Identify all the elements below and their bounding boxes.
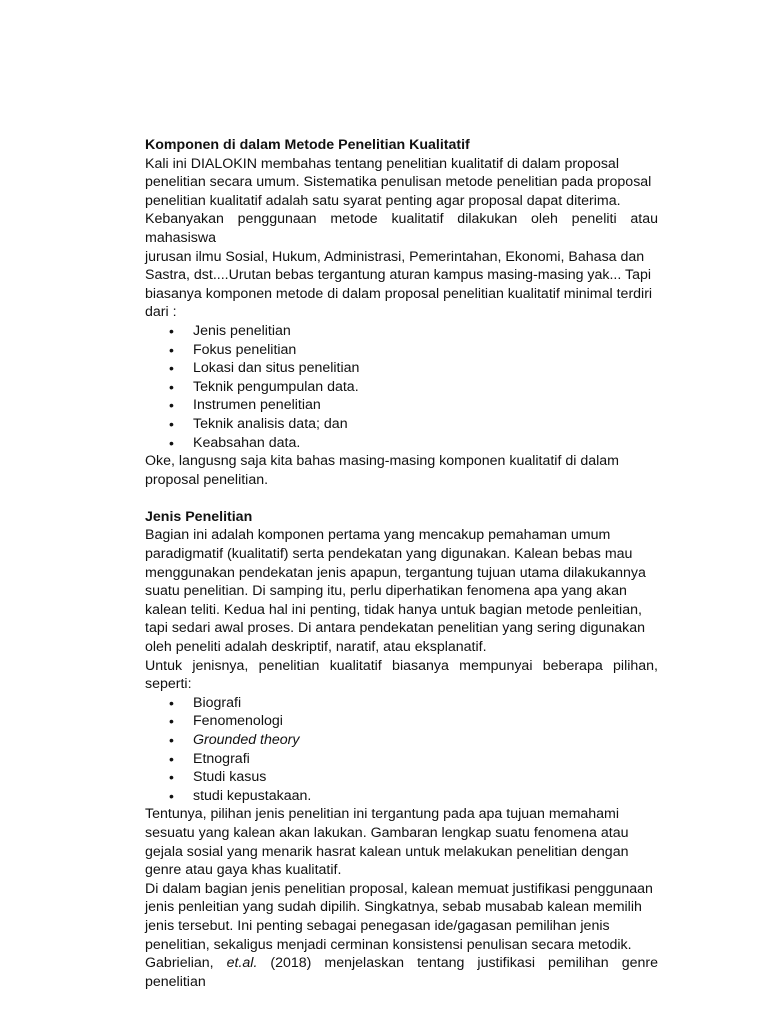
paragraph-line: genre atau gaya khas kualitatif. [145,862,342,879]
types-list [145,694,658,806]
paragraph-line [145,954,658,991]
outro-line: proposal penelitian. [145,471,269,488]
paragraph-line: jenis penleitian yang sudah dipilih. Singkatnya, sebab musabab kalean memilih [145,899,642,916]
section-heading-komponen: Komponen di dalam Metode Penelitian Kualitatif [145,137,470,153]
paragraph-line: sesuatu yang kalean akan lakukan. Gambaran lengkap suatu fenomena atau [145,824,629,841]
citation-etal: et.al. [226,955,258,972]
list-item: • Fenomenologi [145,712,658,731]
intro-line: penelitian kualitatif adalah satu syarat penting agar proposal dapat diterima. [145,192,621,209]
list-item: • Etnografi [145,750,658,769]
list-item: • Lokasi dan situs penelitian [145,359,658,378]
section-heading-jenis-penelitian: Jenis Penelitian [145,508,253,525]
paragraph-line: suatu penelitian. Di samping itu, perlu diperhatikan fenomena apa yang akan [145,583,627,600]
paragraph-line: tapi sedari awal proses. Di antara pendekatan penelitian yang sering digunakan [145,620,646,637]
intro-line: penelitian secara umum. Sistematika penulisan metode penelitian pada proposal [145,174,652,191]
list-item: • studi kepustakaan. [145,787,658,806]
list-item: • Teknik pengumpulan data. [145,378,658,397]
list-item: • Teknik analisis data; dan [145,415,658,434]
intro-line: Sastra, dst....Urutan bebas tergantung aturan kampus masing-masing yak... Tapi [145,267,652,284]
intro-line: Kebanyakan penggunaan metode kualitatif dilakukan oleh peneliti atau mahasiswa [145,211,658,246]
paragraph-line: Di dalam bagian jenis penelitian proposal, kalean memuat justifikasi penggunaan [145,880,653,897]
citation-author: Gabrielian, [145,955,227,972]
paragraph-line: Untuk jenisnya, penelitian kualitatif biasanya mempunyai beberapa pilihan, seperti: [145,657,658,693]
list-item: • Instrumen penelitian [145,396,658,415]
intro-line: Kali ini DIALOKIN membahas tentang penelitian kualitatif di dalam proposal [145,155,619,172]
paragraph-line: jenis tersebut. Ini penting sebagai penegasan ide/gagasan pemilihan jenis [145,917,610,934]
list-item: • Studi kasus [145,768,658,787]
list-item: • Biografi [145,694,658,713]
outro-line: Oke, langusng saja kita bahas masing-masing komponen kualitatif di dalam [145,453,619,470]
paragraph-line: kalean teliti. Kedua hal ini penting, tidak hanya untuk bagian metode penleitian, [145,601,642,618]
intro-line: biasanya komponen metode di dalam proposal penelitian kualitatif minimal terdiri [145,285,653,302]
list-item: • Keabsahan data. [145,434,658,453]
paragraph-line: paradigmatif (kualitatif) serta pendekatan yang digunakan. Kalean bebas mau [145,546,633,563]
intro-line: dari : [145,304,177,321]
paragraph-line: gejala sosial yang menarik hasrat kalean untuk melakukan penelitian dengan [145,843,629,860]
paragraph-line: Bagian ini adalah komponen pertama yang mencakup pemahaman umum [145,527,611,544]
paragraph-line: penelitian, sekaligus menjadi cerminan konsistensi penulisan secara metodik. [145,936,632,953]
components-list [145,322,658,452]
citation-rest: (2018) menjelaskan tentang justifikasi pemilihan genre penelitian [145,955,658,990]
intro-line: jurusan ilmu Sosial, Hukum, Administrasi, Pemerintahan, Ekonomi, Bahasa dan [145,248,645,265]
paragraph-line: menggunakan pendekatan jenis apapun, tergantung tujuan utama dilakukannya [145,564,646,581]
paragraph-line: oleh peneliti adalah deskriptif, naratif, atau eksplanatif. [145,639,487,656]
document-page [145,136,658,991]
paragraph-line: Tentunya, pilihan jenis penelitian ini tergantung pada apa tujuan memahami [145,806,620,823]
list-item: • Fokus penelitian [145,341,658,360]
list-item: • Jenis penelitian [145,322,658,341]
list-item [145,731,658,750]
list-item-italic: Grounded theory [193,732,300,748]
